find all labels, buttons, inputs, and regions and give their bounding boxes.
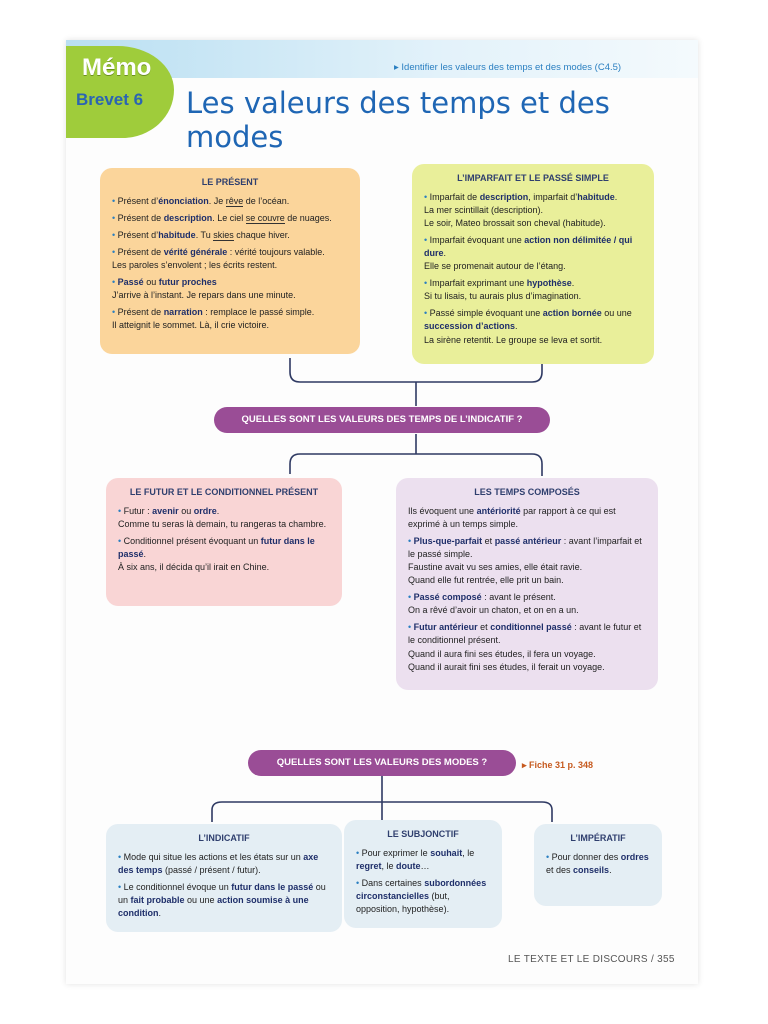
present-title: LE PRÉSENT: [201, 177, 259, 187]
skill-reference: ▸ Identifier les valeurs des temps et des modes (C4.5): [394, 62, 622, 73]
question-indicatif: QUELLES SONT LES VALEURS DES TEMPS DE L’INDICATIF ?: [214, 407, 550, 433]
subjonctif-box: [344, 820, 502, 928]
subjonctif-title: LE SUBJONCTIF: [387, 829, 459, 839]
imparfait-item: • Passé simple évoquant une action bornée ou une succession d’actions. La sirène retentit. Le groupe se leva et sortit.: [424, 308, 632, 345]
present-item: • Passé ou futur proches J’arrive à l’instant. Je repars dans une minute.: [112, 277, 296, 301]
composes-item: • Plus-que-parfait et passé antérieur : avant l’imparfait et le passé simple. Faustine avait vu ses amies, elle était ravie. Quand elle fut rentrée, elle prit un bain.: [408, 536, 642, 586]
page-title: Les valeurs des temps et des modes: [186, 86, 610, 154]
imperatif-box: [534, 824, 662, 906]
imperatif-item: • Pour donner des ordres et des conseils.: [546, 852, 649, 876]
present-item: • Présent de description. Le ciel se couvre de nuages.: [112, 213, 332, 224]
subjonctif-item: • Dans certaines subordonnées circonstancielles (but, opposition, hypothèse).: [356, 878, 487, 915]
imparfait-item: • Imparfait de description, imparfait d’habitude. La mer scintillait (description). Le soir, Mateo brossait son cheval (habitude).: [424, 192, 618, 229]
composes-intro: Ils évoquent une antériorité par rapport à ce qui est exprimé à un temps simple.: [408, 506, 616, 530]
futur-title: LE FUTUR ET LE CONDITIONNEL PRÉSENT: [129, 487, 319, 497]
present-item: • Présent de narration : remplace le passé simple. Il atteignit le sommet. Là, il crie victoire.: [112, 307, 315, 331]
page-footer: LE TEXTE ET LE DISCOURS / 355: [508, 954, 675, 965]
fiche-reference: ▸ Fiche 31 p. 348: [522, 760, 594, 770]
imparfait-item: • Imparfait évoquant une action non délimitée / qui dure. Elle se promenait autour de l’étang.: [424, 235, 633, 272]
composes-box: [396, 478, 658, 690]
textbook-page: [66, 40, 698, 984]
futur-box: [106, 478, 342, 606]
composes-item: • Futur antérieur et conditionnel passé : avant le futur et le conditionnel présent. Quand il aura fini ses études, il fera un voyage. Quand il aurait fini ses études, il ferait un voyage.: [408, 622, 642, 672]
futur-item: • Futur : avenir ou ordre. Comme tu seras là demain, tu rangeras ta chambre.: [118, 506, 327, 530]
indicatif-box: [106, 824, 342, 932]
subjonctif-item: • Pour exprimer le souhait, le regret, le doute…: [356, 848, 475, 872]
indicatif-title: L’INDICATIF: [198, 833, 250, 843]
indicatif-item: • Mode qui situe les actions et les états sur un axe des temps (passé / présent / futur).: [118, 852, 319, 876]
indicatif-item: • Le conditionnel évoque un futur dans le passé ou un fait probable ou une action soumise à une condition.: [118, 882, 326, 919]
composes-title: LES TEMPS COMPOSÉS: [474, 487, 580, 497]
question-modes: QUELLES SONT LES VALEURS DES MODES ?: [248, 750, 516, 776]
composes-item: • Passé composé : avant le présent. On a rêvé d’avoir un chaton, et on en a un.: [408, 592, 579, 616]
imparfait-box: [412, 164, 654, 364]
memo-label: Mémo: [82, 54, 152, 81]
brevet-label: Brevet 6: [76, 90, 144, 109]
imparfait-title: L’IMPARFAIT ET LE PASSÉ SIMPLE: [457, 173, 609, 183]
present-item: • Présent de vérité générale : vérité toujours valable. Les paroles s’envolent ; les écrits restent.: [112, 247, 325, 271]
present-box: [100, 168, 360, 354]
present-item: • Présent d’habitude. Tu skies chaque hiver.: [112, 230, 290, 241]
futur-item: • Conditionnel présent évoquant un futur dans le passé. À six ans, il décida qu’il irait en Chine.: [118, 536, 315, 573]
present-item: • Présent d’énonciation. Je rêve de l’océan.: [112, 196, 290, 207]
imperatif-title: L’IMPÉRATIF: [570, 833, 626, 843]
imparfait-item: • Imparfait exprimant une hypothèse. Si tu lisais, tu aurais plus d’imagination.: [424, 278, 582, 302]
